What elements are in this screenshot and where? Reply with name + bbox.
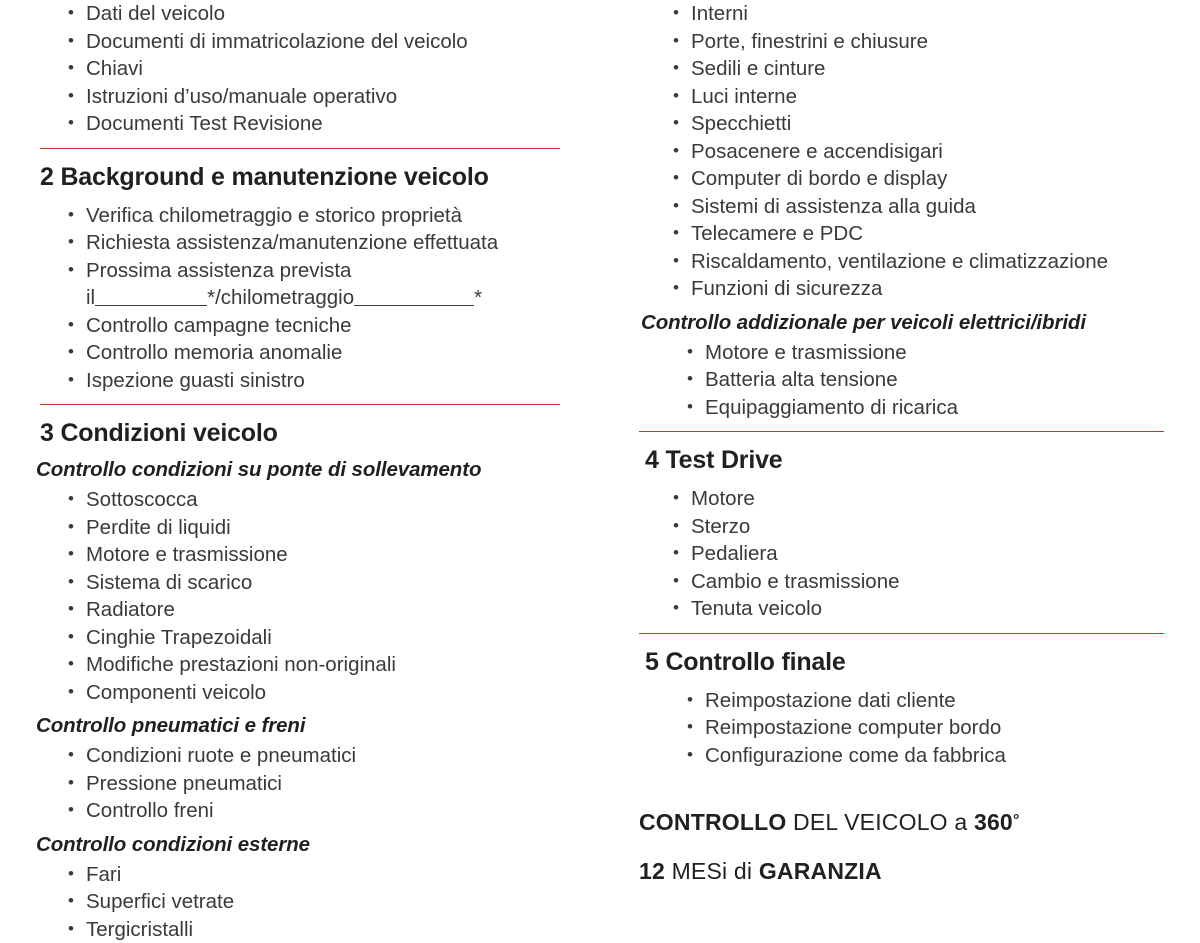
divider (40, 404, 560, 405)
subsection-title-tyres-brakes: Controllo pneumatici e freni (36, 714, 560, 738)
list-item: • Posacenere e accendisigari (673, 138, 1170, 166)
list-item: • Controllo campagne tecniche (68, 312, 560, 340)
list-item: • Cinghie Trapezoidali (68, 624, 560, 652)
list-item: • Modifiche prestazioni non-originali (68, 651, 560, 679)
section-title-5: 5 Controllo finale (645, 648, 1170, 677)
list-item: • Telecamere e PDC (673, 220, 1170, 248)
list-item: • Cambio e trasmissione (673, 568, 1170, 596)
footer-360-number: 360 (974, 809, 1013, 835)
lift-check-list (30, 486, 560, 706)
list-item: • Porte, finestrini e chiusure (673, 28, 1170, 56)
footer-line-warranty (639, 858, 1170, 885)
footer-mid-text: DEL VEICOLO a (786, 809, 974, 835)
footer-garanzia-word: GARANZIA (759, 858, 882, 884)
list-item: • Sistema di scarico (68, 569, 560, 597)
list-item: • Tergicristalli (68, 916, 560, 943)
list-item: • Interni (673, 0, 1170, 28)
list-item: • Pressione pneumatici (68, 770, 560, 798)
list-item: • Chiavi (68, 55, 560, 83)
footer-months-number: 12 (639, 858, 665, 884)
divider (639, 431, 1164, 432)
right-top-list (635, 0, 1170, 303)
list-item: • Radiatore (68, 596, 560, 624)
section4-list (635, 485, 1170, 623)
list-item: • Reimpostazione dati cliente (687, 687, 1170, 715)
tyres-brakes-list (30, 742, 560, 825)
list-item: • Condizioni ruote e pneumatici (68, 742, 560, 770)
left-top-list (30, 0, 560, 138)
subsection-title-exterior: Controllo condizioni esterne (36, 833, 560, 857)
divider (639, 633, 1164, 634)
list-item: • Sedili e cinture (673, 55, 1170, 83)
list-item: • Batteria alta tensione (687, 366, 1170, 394)
footer-claims (639, 809, 1170, 885)
list-item: • Richiesta assistenza/manutenzione effettuata (68, 229, 560, 257)
footer-months-text: MESi di (665, 858, 759, 884)
list-item: • Controllo memoria anomalie (68, 339, 560, 367)
fill-in-suffix: * (474, 286, 482, 309)
list-item: • Documenti di immatricolazione del veicolo (68, 28, 560, 56)
list-item: • Computer di bordo e display (673, 165, 1170, 193)
electric-hybrid-list (635, 339, 1170, 422)
list-item: • Verifica chilometraggio e storico proprietà (68, 202, 560, 230)
list-item: • Reimpostazione computer bordo (687, 714, 1170, 742)
divider (40, 148, 560, 149)
subsection-title-lift-check: Controllo condizioni su ponte di sollevamento (36, 458, 560, 482)
list-item: • Sterzo (673, 513, 1170, 541)
subsection-title-electric-hybrid: Controllo addizionale per veicoli elettrici/ibridi (641, 311, 1170, 335)
list-item: • Ispezione guasti sinistro (68, 367, 560, 395)
list-item: • Motore e trasmissione (687, 339, 1170, 367)
footer-controllo-word: CONTROLLO (639, 809, 786, 835)
section-title-3: 3 Condizioni veicolo (40, 419, 560, 448)
list-item: • Componenti veicolo (68, 679, 560, 707)
fill-in-blank-mileage[interactable] (354, 289, 474, 306)
fill-in-prefix: il (86, 286, 95, 309)
list-item: • Funzioni di sicurezza (673, 275, 1170, 303)
section2-list (30, 202, 560, 395)
list-item: • Specchietti (673, 110, 1170, 138)
list-item: • Riscaldamento, ventilazione e climatizzazione (673, 248, 1170, 276)
list-item: • Fari (68, 861, 560, 889)
list-item: • Istruzioni d’uso/manuale operativo (68, 83, 560, 111)
section-title-2: 2 Background e manutenzione veicolo (40, 163, 560, 192)
list-item: • Sottoscocca (68, 486, 560, 514)
fill-in-middle: */chilometraggio (207, 286, 354, 309)
list-item: • Superfici vetrate (68, 888, 560, 916)
exterior-list (30, 861, 560, 943)
fill-in-row (86, 284, 560, 312)
list-item: • Pedaliera (673, 540, 1170, 568)
section5-list (635, 687, 1170, 770)
list-item: • Controllo freni (68, 797, 560, 825)
left-column (30, 0, 580, 900)
list-item: • Configurazione come da fabbrica (687, 742, 1170, 770)
list-item: • Documenti Test Revisione (68, 110, 560, 138)
list-item: • Equipaggiamento di ricarica (687, 394, 1170, 422)
list-item: • Tenuta veicolo (673, 595, 1170, 623)
list-item: • Sistemi di assistenza alla guida (673, 193, 1170, 221)
list-item: • Perdite di liquidi (68, 514, 560, 542)
list-item (68, 257, 560, 312)
fill-in-blank-date[interactable] (95, 289, 207, 306)
footer-line-check-360 (639, 809, 1170, 836)
right-column (580, 0, 1170, 900)
degree-icon: ° (1013, 812, 1020, 829)
list-item-label: Prossima assistenza prevista (86, 259, 351, 282)
list-item: • Dati del veicolo (68, 0, 560, 28)
list-item: • Motore (673, 485, 1170, 513)
section-title-4: 4 Test Drive (645, 446, 1170, 475)
list-item: • Luci interne (673, 83, 1170, 111)
list-item: • Motore e trasmissione (68, 541, 560, 569)
